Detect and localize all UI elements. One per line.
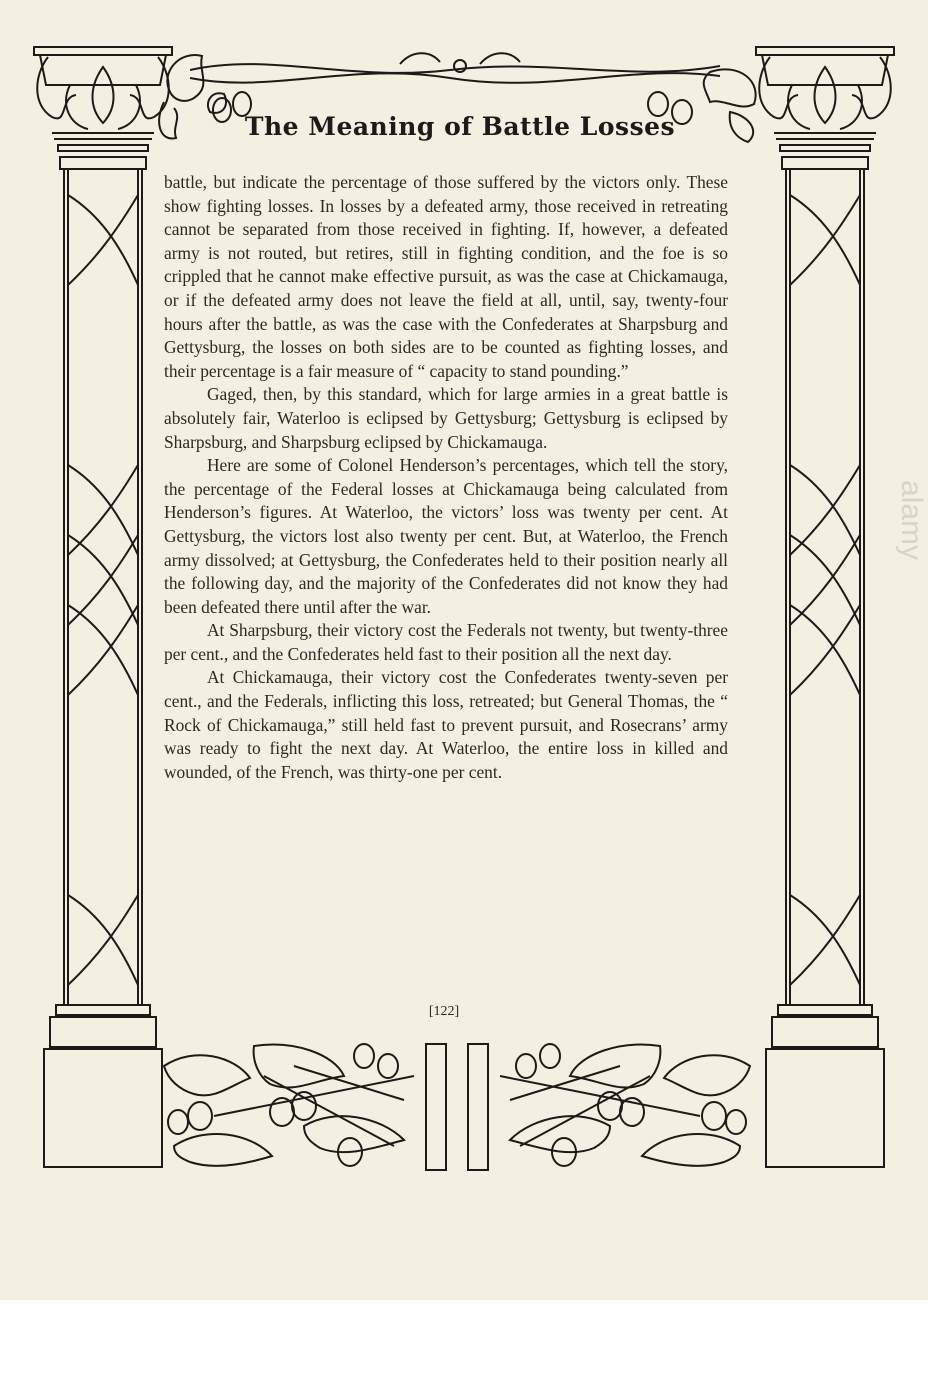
right-column-ornament [752, 45, 898, 1175]
paragraph: battle, but indicate the percentage of those suffered by the victors only. These show fighting losses. In losses by a defeated army, those received in retreating cannot be separated from those received in fighting. If, however, a defeated army is not routed, but retires, still in fighting condition, and the foe is so crippled that he cannot make effective pursuit, as was the case at Chickamauga, or if the defeated army does not leave the field at all, until, say, twenty-four hours after the battle, as was the case with the Confederates at Sharpsburg and Gettysburg, the losses on both sides are to be counted as fighting losses, and their percentage is a fair measure of “ capacity to stand pounding.” [164, 172, 728, 381]
left-column-ornament [30, 45, 176, 1175]
body-text [164, 171, 728, 784]
oak-leaf-footer-ornament-left [154, 1036, 454, 1176]
paragraph: At Sharpsburg, their victory cost the Federals not twenty, but twenty-three per cent., and the Confederates held fast to their position all the next day. [164, 620, 728, 664]
watermark: alamy [895, 480, 928, 561]
footer-band [0, 1300, 928, 1390]
page-title: The Meaning of Battle Losses [244, 112, 676, 141]
oak-leaf-footer-ornament-right [460, 1036, 760, 1176]
paragraph: Gaged, then, by this standard, which for large armies in a great battle is absolutely fair, Waterloo is eclipsed by Gettysburg; Gettysburg is eclipsed by Sharpsburg, and Sharpsburg eclipsed by Chickamauga. [164, 384, 728, 452]
paragraph: Here are some of Colonel Henderson’s percentages, which tell the story, the percentage of the Federal losses at Chickamauga being calculated from Henderson’s figures. At Waterloo, the victors’ loss was twenty per cent. At Gettysburg, the victors lost also twenty per cent. But, at Waterloo, the French army dissolved; at Gettysburg, the Confederates held to their position nearly all the following day, and the majority of the Confederates did not know they had been defeated there until after the war. [164, 455, 728, 617]
page-number: [122] [428, 1004, 460, 1019]
paragraph: At Chickamauga, their victory cost the Confederates twenty-seven per cent., and the Federals, inflicting this loss, retreated; but General Thomas, the “ Rock of Chickamauga,” still held fast to prevent pursuit, and Rosecrans’ army was ready to fight the next day. At Waterloo, the entire loss in killed and wounded, of the French, was thirty-one per cent. [164, 667, 728, 782]
